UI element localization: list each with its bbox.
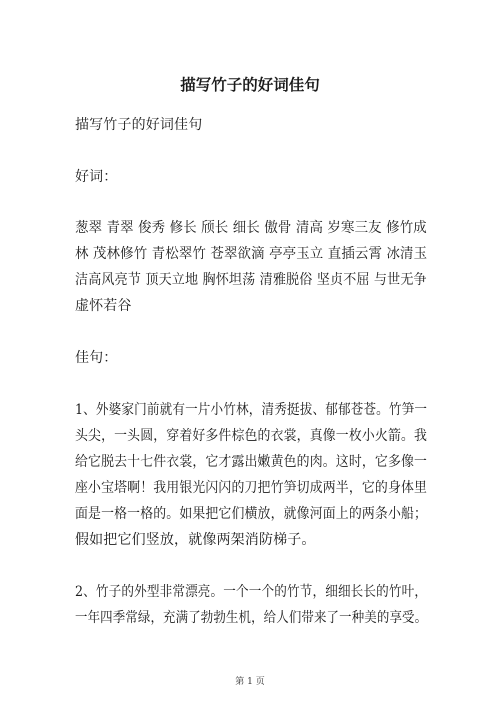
paragraph-2-line-2: 一年四季常绿，充满了勃勃生机，给人们带来了一种美的享受。 <box>75 610 428 626</box>
good-sentences-heading: 佳句： <box>75 350 118 366</box>
paragraph-2-line-1: 2、竹子的外型非常漂亮。一个一个的竹节，细细长长的竹叶， <box>75 584 428 600</box>
good-words-line-2: 林 茂林修竹 青松翠竹 苍翠欲滴 亭亭玉立 直插云霄 冰清玉 <box>75 246 428 262</box>
paragraph-1-line-5: 面是一格一格的。如果把它们横放，就像河面上的两条小船； <box>75 506 428 522</box>
paragraph-1-line-2: 头尖，一头圆，穿着好多件棕色的衣裳，真像一枚小火箭。我 <box>75 428 428 444</box>
paragraph-1-line-3: 给它脱去十七件衣裳，它才露出嫩黄色的肉。这时，它多像一 <box>75 454 428 470</box>
page-number-footer: 第 1 页 <box>235 677 265 687</box>
good-words-heading: 好词： <box>75 169 118 185</box>
paragraph-1-line-4: 座小宝塔啊！我用银光闪闪的刀把竹笋切成两半，它的身体里 <box>75 480 428 496</box>
document-title: 描写竹子的好词佳句 <box>180 76 320 94</box>
subtitle: 描写竹子的好词佳句 <box>75 117 203 133</box>
good-words-line-1: 葱翠 青翠 俊秀 修长 颀长 细长 傲骨 清高 岁寒三友 修竹成 <box>75 220 427 236</box>
paragraph-1-line-6: 假如把它们竖放，就像两架消防梯子。 <box>75 532 316 548</box>
good-words-line-4: 虚怀若谷 <box>75 298 132 314</box>
good-words-line-3: 洁高风亮节 顶天立地 胸怀坦荡 清雅脱俗 坚贞不屈 与世无争 <box>75 272 427 288</box>
paragraph-1-line-1: 1、外婆家门前就有一片小竹林，清秀挺拔、郁郁苍苍。竹笋一 <box>75 402 428 418</box>
